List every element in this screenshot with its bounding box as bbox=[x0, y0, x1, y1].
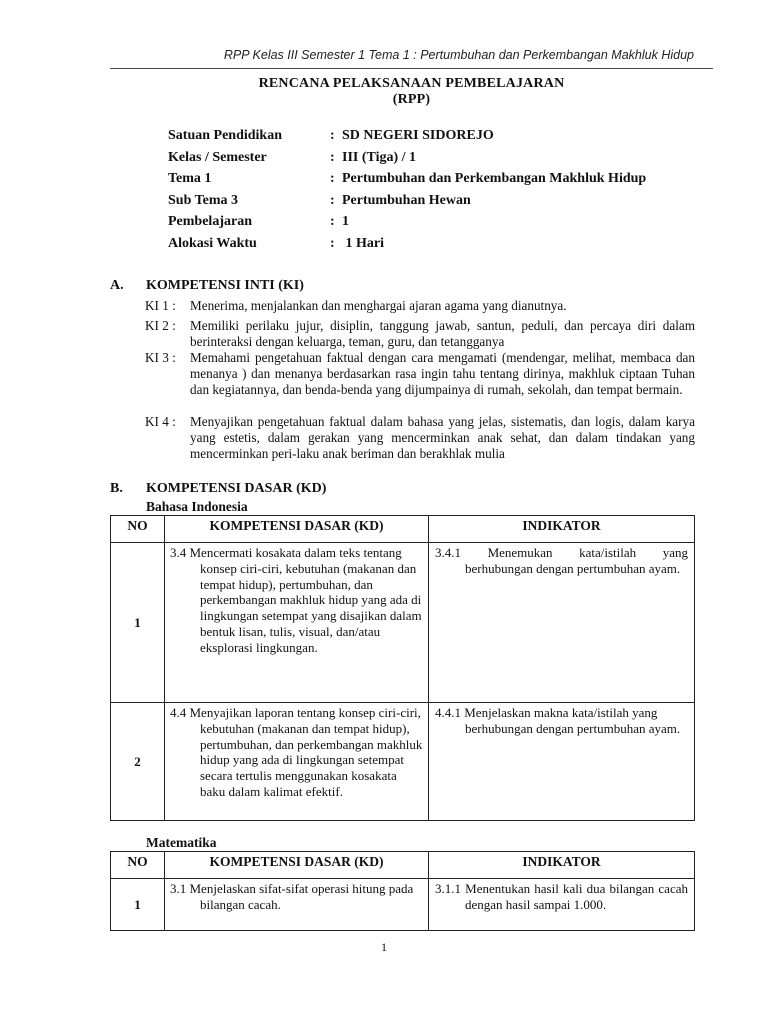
ki-item bbox=[145, 298, 695, 314]
subject-label-bahasa-indonesia: Bahasa Indonesia bbox=[146, 499, 248, 514]
row-number: 1 bbox=[111, 543, 165, 703]
ki-text: Memiliki perilaku jujur, disiplin, tanggung jawab, santun, peduli, dan percaya diri dalam berinteraksi dengan keluarga, teman, guru, dan tetangganya bbox=[190, 318, 695, 349]
ki-item bbox=[145, 318, 695, 350]
identity-label: Tema 1 bbox=[168, 171, 212, 186]
identity-label: Pembelajaran bbox=[168, 214, 252, 229]
ki-item bbox=[145, 414, 695, 462]
header-rule bbox=[110, 68, 713, 69]
identity-label: Satuan Pendidikan bbox=[168, 128, 282, 143]
indikator-cell bbox=[429, 703, 695, 821]
row-number: 1 bbox=[111, 879, 165, 931]
section-title: KOMPETENSI INTI (KI) bbox=[146, 278, 304, 293]
identity-colon: : bbox=[330, 128, 335, 143]
indikator-text: 4.4.1 Menjelaskan makna kata/istilah yang berhubungan dengan pertumbuhan ayam. bbox=[435, 705, 681, 736]
ki-text: Menerima, menjalankan dan menghargai ajaran agama yang dianutnya. bbox=[190, 298, 567, 313]
column-header-indikator: INDIKATOR bbox=[429, 852, 695, 879]
column-header-no: NO bbox=[111, 516, 165, 543]
ki-label: KI 3 : bbox=[145, 350, 176, 365]
ki-item bbox=[145, 350, 695, 398]
subject-label-matematika: Matematika bbox=[146, 835, 217, 850]
ki-text: Memahami pengetahuan faktual dengan cara mengamati (mendengar, melihat, membaca dan menanya ) dan menanya berdasarkan rasa ingin tahu tentang dirinya, makhluk ciptaan Tuhan dan kegiatannya, dan benda-benda yang dijumpainya di rumah, sekolah, dan tempat bermain. bbox=[190, 350, 695, 397]
table-row bbox=[111, 703, 695, 821]
identity-colon: : bbox=[330, 235, 335, 251]
kd-text: 4.4 Menyajikan laporan tentang konsep ciri-ciri, kebutuhan (makanan dan tempat hidup), pertumbuhan, dan perkembangan makhluk hidup yang ada di lingkungan setempat secara tertulis menggunakan kosakata baku dalam kalimat efektif. bbox=[170, 705, 423, 799]
kd-text: 3.4 Mencermati kosakata dalam teks tentang konsep ciri-ciri, kebutuhan (makanan dan tempat hidup), pertumbuhan, dan perkembangan makhluk hidup yang ada di lingkungan setempat yang disajikan dalam bentuk lisan, tulis, visual, dan/atau eksplorasi lingkungan. bbox=[170, 545, 422, 655]
identity-label: Kelas / Semester bbox=[168, 149, 267, 165]
ki-label: KI 1 : bbox=[145, 298, 176, 313]
identity-value: SD NEGERI SIDOREJO bbox=[342, 128, 494, 143]
identity-colon: : bbox=[330, 214, 335, 229]
table-row bbox=[111, 543, 695, 703]
identity-colon: : bbox=[330, 171, 335, 186]
running-header: RPP Kelas III Semester 1 Tema 1 : Pertumbuhan dan Perkembangan Makhluk Hidup bbox=[223, 48, 694, 62]
ki-label: KI 4 : bbox=[145, 414, 176, 429]
section-letter: B. bbox=[110, 481, 123, 496]
identity-value: III (Tiga) / 1 bbox=[342, 149, 417, 165]
section-letter: A. bbox=[110, 278, 124, 293]
row-number: 2 bbox=[111, 703, 165, 821]
identity-value: Pertumbuhan Hewan bbox=[342, 192, 471, 208]
ki-label: KI 2 : bbox=[145, 318, 176, 333]
section-title: KOMPETENSI DASAR (KD) bbox=[146, 481, 327, 496]
identity-label: Alokasi Waktu bbox=[168, 235, 257, 251]
column-header-indikator: INDIKATOR bbox=[429, 516, 695, 543]
identity-value: Pertumbuhan dan Perkembangan Makhluk Hidup bbox=[342, 171, 647, 186]
kd-table-matematika bbox=[110, 851, 695, 931]
indikator-text: 3.1.1 Menentukan hasil kali dua bilangan cacah dengan hasil sampai 1.000. bbox=[435, 881, 688, 912]
kd-cell bbox=[165, 703, 429, 821]
table-row bbox=[111, 879, 695, 931]
kd-table-bahasa-indonesia bbox=[110, 515, 695, 821]
document-title: RENCANA PELAKSANAAN PEMBELAJARAN bbox=[258, 76, 565, 91]
page-number: 1 bbox=[381, 940, 387, 954]
indikator-cell bbox=[429, 543, 695, 703]
table-header-row bbox=[111, 516, 695, 543]
ki-text: Menyajikan pengetahuan faktual dalam bahasa yang jelas, sistematis, dan logis, dalam karya yang estetis, dalam gerakan yang mencerminkan anak sehat, dan dalam tindakan yang mencerminkan peri-laku anak beriman dan berakhlak mulia bbox=[190, 414, 695, 461]
identity-value: 1 Hari bbox=[342, 235, 384, 251]
kd-cell bbox=[165, 543, 429, 703]
column-header-no: NO bbox=[111, 852, 165, 879]
indikator-text: 3.4.1 Menemukan kata/istilah yang berhubungan dengan pertumbuhan ayam. bbox=[435, 545, 688, 576]
column-header-kd: KOMPETENSI DASAR (KD) bbox=[165, 516, 429, 543]
table-header-row bbox=[111, 852, 695, 879]
identity-colon: : bbox=[330, 149, 335, 165]
indikator-cell bbox=[429, 879, 695, 931]
document-subtitle: (RPP) bbox=[392, 92, 431, 107]
kd-cell bbox=[165, 879, 429, 931]
column-header-kd: KOMPETENSI DASAR (KD) bbox=[165, 852, 429, 879]
identity-label: Sub Tema 3 bbox=[168, 192, 239, 208]
kd-text: 3.1 Menjelaskan sifat-sifat operasi hitung pada bilangan cacah. bbox=[170, 881, 414, 912]
identity-colon: : bbox=[330, 192, 335, 208]
identity-value: 1 bbox=[342, 214, 349, 229]
